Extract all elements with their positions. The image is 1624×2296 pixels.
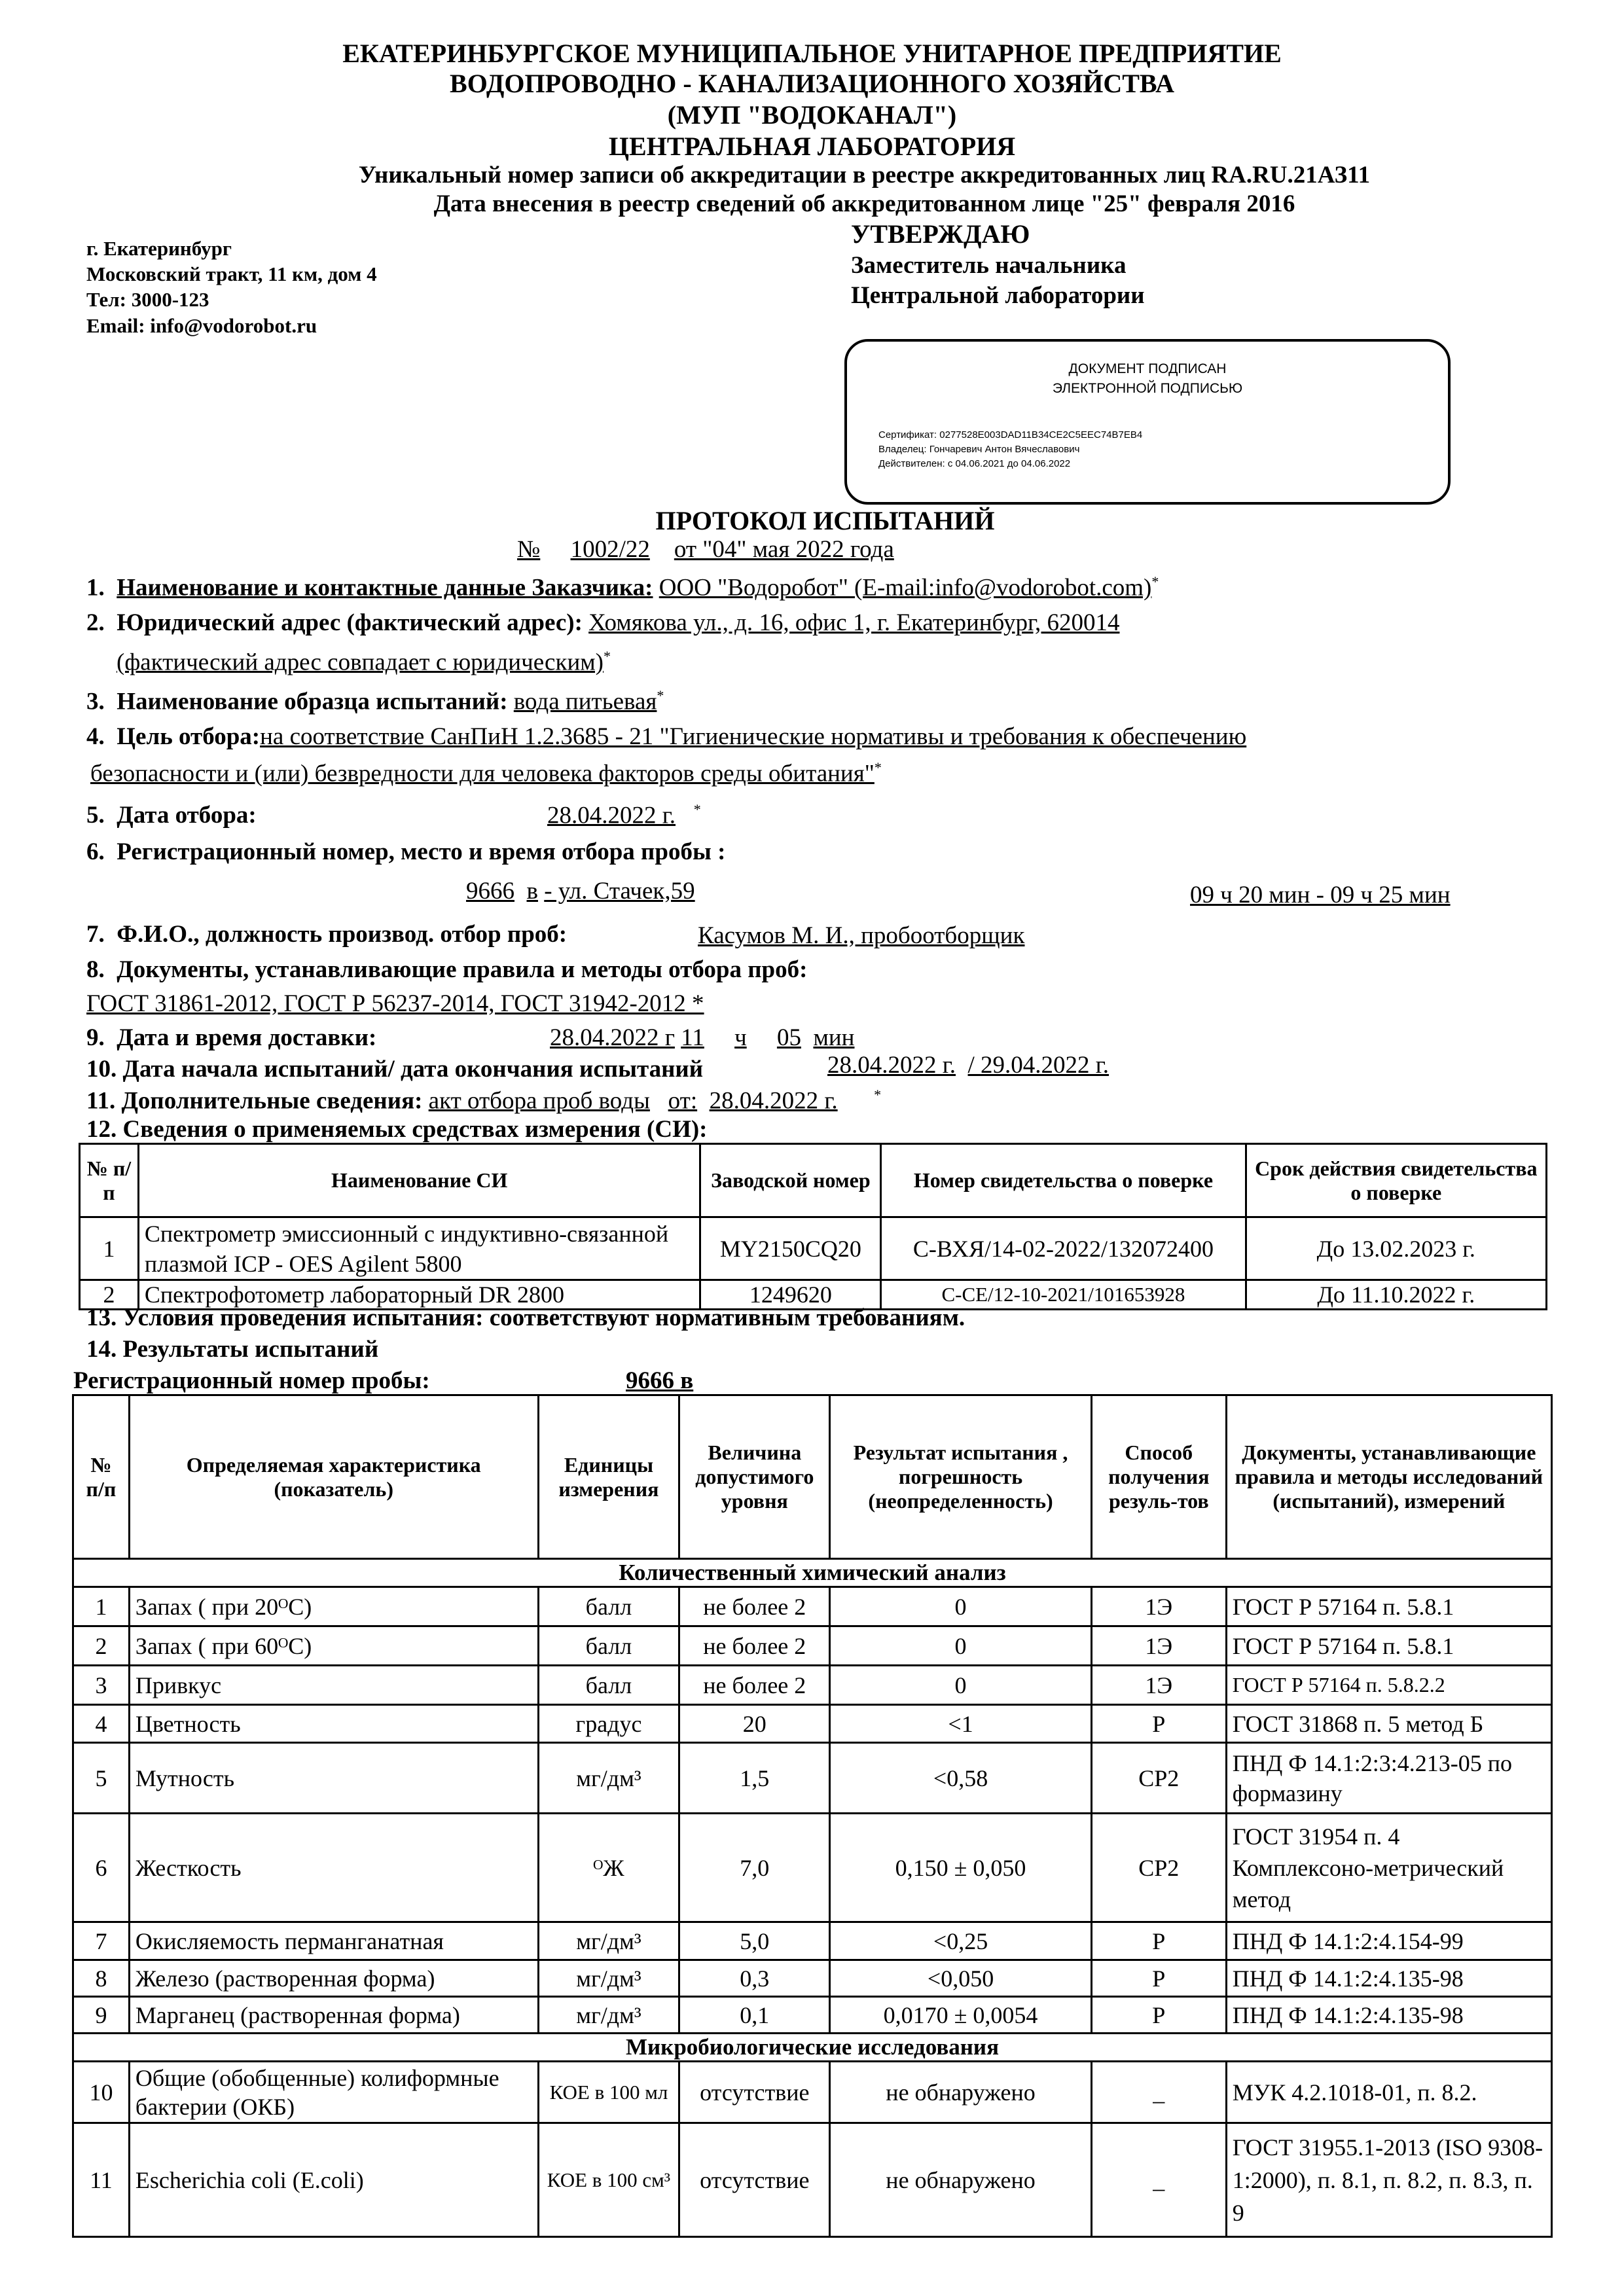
res-cell: Запах ( при 20ᴼC) xyxy=(129,1587,538,1626)
sampling-date-value: 28.04.2022 г. xyxy=(547,802,676,829)
field-6-number: 6. xyxy=(86,838,105,865)
protocol-date: от "04" мая 2022 года xyxy=(674,536,894,563)
contact-phone: Тел: 3000-123 xyxy=(86,288,209,311)
res-cell: Жесткость xyxy=(129,1814,538,1922)
sampling-time-wrap xyxy=(1190,881,1451,909)
res-cell: 5,0 xyxy=(679,1922,830,1960)
res-cell: Р xyxy=(1091,1997,1226,2034)
res-cell: 0,0170 ± 0,0054 xyxy=(830,1997,1092,2034)
approval-position-2: Центральной лаборатории xyxy=(851,282,1145,309)
e-signature-stamp xyxy=(844,339,1451,505)
stamp-validity: Действителен: с 04.06.2021 до 04.06.2022 xyxy=(878,458,1071,469)
table-row xyxy=(73,1705,1552,1743)
field-delivery xyxy=(86,1024,376,1052)
si-cell: Спектрометр эмиссионный с индуктивно-связанной плазмой ICP - OES Agilent 5800 xyxy=(138,1217,700,1280)
si-cell: До 11.10.2022 г. xyxy=(1246,1280,1546,1310)
res-cell: _ xyxy=(1091,2123,1226,2237)
res-cell: 4 xyxy=(73,1705,130,1743)
res-cell: Железо (растворенная форма) xyxy=(129,1960,538,1997)
sampling-place: - ул. Стачек,59 xyxy=(544,878,695,905)
si-col-number: № п/п xyxy=(80,1144,139,1217)
res-cell: мг/дм³ xyxy=(538,1922,679,1960)
res-cell: СР2 xyxy=(1091,1814,1226,1922)
si-cell: С-СЕ/12-10-2021/101653928 xyxy=(881,1280,1246,1310)
field-1-label: Наименование и контактные данные Заказчика: xyxy=(117,574,653,601)
res-cell: Цветность xyxy=(129,1705,538,1743)
res-cell: 3 xyxy=(73,1666,130,1705)
sample-name-value: вода питьевая xyxy=(513,688,657,715)
res-cell: 9 xyxy=(73,1997,130,2034)
res-cell: балл xyxy=(538,1626,679,1666)
contact-email: Email: info@vodorobot.ru xyxy=(86,314,317,337)
res-cell: 0 xyxy=(830,1587,1092,1626)
res-cell: Марганец (растворенная форма) xyxy=(129,1997,538,2034)
protocol-no-label: № xyxy=(517,536,541,563)
test-end-date: / 29.04.2022 г. xyxy=(967,1052,1110,1079)
res-cell: Р xyxy=(1091,1960,1226,1997)
sampling-docs-value: ГОСТ 31861-2012, ГОСТ Р 56237-2014, ГОСТ 31942-2012 * xyxy=(86,990,704,1017)
res-cell: ГОСТ 31954 п. 4 Комплексоно-метрический метод xyxy=(1226,1814,1551,1922)
res-cell: 7 xyxy=(73,1922,130,1960)
res-cell: Р xyxy=(1091,1922,1226,1960)
additional-info-from: от: xyxy=(668,1087,698,1115)
lab-name: ЦЕНТРАЛЬНАЯ ЛАБОРАТОРИЯ xyxy=(608,132,1016,161)
section-chemical xyxy=(73,1559,1552,1587)
res-cell: не обнаружено xyxy=(830,2062,1092,2123)
field-3-number: 3. xyxy=(86,688,105,715)
results-table xyxy=(72,1394,1553,2238)
field-sampling-date xyxy=(86,801,257,829)
res-col-limit: Величина допустимого уровня xyxy=(679,1395,830,1559)
field-additional-info xyxy=(86,1086,881,1115)
res-cell: _ xyxy=(1091,2062,1226,2123)
field-customer xyxy=(86,573,1159,601)
res-cell: 6 xyxy=(73,1814,130,1922)
approval-position-1: Заместитель начальника xyxy=(851,252,1127,279)
field-1-number: 1. xyxy=(86,574,105,601)
note-star: * xyxy=(874,1086,882,1103)
purpose-value: на соответствие СанПиН 1.2.3685 - 21 "Гигиенические нормативы и требования к обеспечению xyxy=(260,723,1247,750)
org-name-line1: ЕКАТЕРИНБУРГСКОЕ МУНИЦИПАЛЬНОЕ УНИТАРНОЕ ПРЕДПРИЯТИЕ xyxy=(342,39,1282,68)
field-8-number: 8. xyxy=(86,956,105,983)
res-cell: ᴼЖ xyxy=(538,1814,679,1922)
res-cell: <0,25 xyxy=(830,1922,1092,1960)
res-cell: <0,58 xyxy=(830,1743,1092,1814)
additional-info-value: акт отбора проб воды xyxy=(428,1087,650,1115)
si-col-certificate: Номер свидетельства о поверке xyxy=(881,1144,1246,1217)
customer-value: ООО "Водоробот" (E-mail:info@vodorobot.com) xyxy=(659,574,1152,601)
sampler-wrap xyxy=(698,922,1024,950)
res-cell: 0,150 ± 0,050 xyxy=(830,1814,1092,1922)
contact-address: Московский тракт, 11 км, дом 4 xyxy=(86,262,377,285)
res-cell: 1Э xyxy=(1091,1626,1226,1666)
res-cell: мг/дм³ xyxy=(538,1997,679,2034)
approval-title: УТВЕРЖДАЮ xyxy=(851,219,1030,249)
actual-address-note: (фактический адрес совпадает с юридическим) xyxy=(117,649,604,676)
stamp-line1: ДОКУМЕНТ ПОДПИСАН xyxy=(1068,361,1227,376)
registration-place xyxy=(466,877,695,905)
res-cell: ГОСТ 31868 п. 5 метод Б xyxy=(1226,1705,1551,1743)
note-star: * xyxy=(874,759,882,776)
res-cell: Общие (обобщенные) колиформные бактерии (ОКБ) xyxy=(129,2062,538,2123)
res-cell: не более 2 xyxy=(679,1626,830,1666)
res-cell: ПНД Ф 14.1:2:4.135-98 xyxy=(1226,1997,1551,2034)
field-7-label: Ф.И.О., должность производ. отбор проб: xyxy=(117,921,568,948)
field-sampler xyxy=(86,920,567,948)
res-cell: балл xyxy=(538,1666,679,1705)
org-name-line3: (МУП "ВОДОКАНАЛ") xyxy=(667,100,957,130)
registration-number: 9666 xyxy=(466,878,514,905)
test-conditions: 13. Условия проведения испытания: соответствуют нормативным требованиям. xyxy=(86,1304,965,1331)
delivery-hours: 11 xyxy=(681,1024,704,1051)
protocol-number: 1002/22 xyxy=(570,536,650,563)
sampling-docs-wrap xyxy=(86,990,704,1018)
sampling-date-wrap xyxy=(547,801,701,829)
field-2-label: Юридический адрес (фактический адрес): xyxy=(117,609,583,636)
field-3-label: Наименование образца испытаний: xyxy=(117,688,508,715)
res-cell: СР2 xyxy=(1091,1743,1226,1814)
purpose-value-cont: безопасности и (или) безвредности для человека факторов среды обитания" xyxy=(90,760,875,787)
sampler-value: Касумов М. И., пробоотборщик xyxy=(698,922,1025,949)
field-9-number: 9. xyxy=(86,1024,105,1051)
section-microbiology xyxy=(73,2034,1552,2062)
legal-address-value: Хомякова ул., д. 16, офис 1, г. Екатеринбург, 620014 xyxy=(588,609,1120,636)
field-11-number: 11. xyxy=(86,1087,116,1115)
res-cell: Привкус xyxy=(129,1666,538,1705)
si-cell: 1249620 xyxy=(700,1280,881,1310)
res-cell: КОЕ в 100 мл xyxy=(538,2062,679,2123)
res-col-parameter: Определяемая характеристика (показатель) xyxy=(129,1395,538,1559)
res-cell: мг/дм³ xyxy=(538,1960,679,1997)
si-cell: До 13.02.2023 г. xyxy=(1246,1217,1546,1280)
res-cell: 5 xyxy=(73,1743,130,1814)
delivery-hours-label: ч xyxy=(734,1024,747,1051)
res-cell: МУК 4.2.1018-01, п. 8.2. xyxy=(1226,2062,1551,2123)
delivery-wrap xyxy=(550,1024,854,1052)
res-cell: не обнаружено xyxy=(830,2123,1092,2237)
field-7-number: 7. xyxy=(86,921,105,948)
field-sampling-purpose-cont xyxy=(90,759,882,787)
stamp-certificate: Сертификат: 0277528E003DAD11B34CE2C5EEC74B7EB4 xyxy=(878,429,1143,440)
note-star: * xyxy=(657,687,664,704)
si-col-name: Наименование СИ xyxy=(138,1144,700,1217)
contact-city: г. Екатеринбург xyxy=(86,237,232,260)
test-start-date: 28.04.2022 г. xyxy=(827,1052,956,1079)
res-cell: ГОСТ Р 57164 п. 5.8.2.2 xyxy=(1226,1666,1551,1705)
res-cell: 1 xyxy=(73,1587,130,1626)
field-11-label: Дополнительные сведения: xyxy=(121,1087,423,1115)
res-cell: 2 xyxy=(73,1626,130,1666)
res-col-method: Способ получения резуль-тов xyxy=(1091,1395,1226,1559)
note-star: * xyxy=(603,648,611,664)
res-col-documents: Документы, устанавливающие правила и методы исследований (испытаний), измерений xyxy=(1226,1395,1551,1559)
res-cell: 0 xyxy=(830,1666,1092,1705)
field-4-label: Цель отбора: xyxy=(117,723,261,750)
field-10-number: 10. xyxy=(86,1056,117,1083)
res-cell: не более 2 xyxy=(679,1587,830,1626)
table-row xyxy=(73,1626,1552,1666)
stamp-owner: Владелец: Гончаревич Антон Вячеславович xyxy=(878,444,1080,455)
org-name-line2: ВОДОПРОВОДНО - КАНАЛИЗАЦИОННОГО ХОЗЯЙСТВА xyxy=(450,69,1174,98)
si-header-row xyxy=(80,1144,1547,1217)
res-cell: <0,050 xyxy=(830,1960,1092,1997)
res-cell: ГОСТ Р 57164 п. 5.8.1 xyxy=(1226,1587,1551,1626)
field-10-label: Дата начала испытаний/ дата окончания испытаний xyxy=(122,1056,704,1083)
res-cell: ГОСТ Р 57164 п. 5.8.1 xyxy=(1226,1626,1551,1666)
res-cell: градус xyxy=(538,1705,679,1743)
field-sampling-purpose xyxy=(86,723,1246,751)
table-row xyxy=(80,1217,1547,1280)
field-measurement-tools xyxy=(86,1115,708,1143)
res-cell: отсутствие xyxy=(679,2062,830,2123)
si-cell: 2 xyxy=(80,1280,139,1310)
si-cell: С-ВХЯ/14-02-2022/132072400 xyxy=(881,1217,1246,1280)
delivery-minutes: 05 xyxy=(776,1024,801,1051)
res-cell: Запах ( при 60ᴼC) xyxy=(129,1626,538,1666)
table-row xyxy=(73,1814,1552,1922)
accreditation-number: Уникальный номер записи об аккредитации в реестре аккредитованных лиц RA.RU.21АЗ11 xyxy=(358,162,1371,188)
res-cell: ПНД Ф 14.1:2:4.135-98 xyxy=(1226,1960,1551,1997)
si-cell: MY2150CQ20 xyxy=(700,1217,881,1280)
field-legal-address xyxy=(86,609,1119,637)
res-col-result: Результат испытания , погрешность (неопределенность) xyxy=(830,1395,1092,1559)
table-row xyxy=(73,1666,1552,1705)
results-header-row xyxy=(73,1395,1552,1559)
field-9-label: Дата и время доставки: xyxy=(117,1024,377,1051)
delivery-minutes-label: мин xyxy=(813,1024,855,1051)
sample-registration-label: Регистрационный номер пробы: xyxy=(73,1367,430,1394)
res-cell: Мутность xyxy=(129,1743,538,1814)
si-cell: Спектрофотометр лабораторный DR 2800 xyxy=(138,1280,700,1310)
sample-registration-value: 9666 в xyxy=(626,1367,694,1394)
protocol-title: ПРОТОКОЛ ИСПЫТАНИЙ xyxy=(655,506,995,535)
measurement-tools-table xyxy=(79,1143,1547,1310)
field-test-dates xyxy=(86,1055,703,1083)
res-cell: ПНД Ф 14.1:2:3:4.213-05 по формазину xyxy=(1226,1743,1551,1814)
field-legal-address-note xyxy=(117,648,611,676)
res-cell: Окисляемость перманганатная xyxy=(129,1922,538,1960)
res-cell: КОЕ в 100 см³ xyxy=(538,2123,679,2237)
field-sample-name xyxy=(86,687,664,715)
res-cell: 7,0 xyxy=(679,1814,830,1922)
protocol-number-line xyxy=(517,535,894,564)
table-row xyxy=(73,1960,1552,1997)
table-row xyxy=(73,1743,1552,1814)
field-sampling-docs xyxy=(86,956,807,984)
res-cell: мг/дм³ xyxy=(538,1743,679,1814)
res-cell: 20 xyxy=(679,1705,830,1743)
res-cell: 10 xyxy=(73,2062,130,2123)
res-cell: <1 xyxy=(830,1705,1092,1743)
table-row xyxy=(73,1922,1552,1960)
field-8-label: Документы, устанавливающие правила и методы отбора проб: xyxy=(117,956,808,983)
field-5-number: 5. xyxy=(86,802,105,829)
field-12-label: Сведения о применяемых средствах измерения (СИ): xyxy=(122,1116,708,1143)
res-col-units: Единицы измерения xyxy=(538,1395,679,1559)
field-registration xyxy=(86,838,725,866)
table-row xyxy=(73,1997,1552,2034)
res-cell: ГОСТ 31955.1-2013 (ISO 9308-1:2000), п. 8.1, п. 8.2, п. 8.3, п. 9 xyxy=(1226,2123,1551,2237)
res-cell: ПНД Ф 14.1:2:4.154-99 xyxy=(1226,1922,1551,1960)
registration-letter: в xyxy=(526,878,538,905)
sampling-time: 09 ч 20 мин - 09 ч 25 мин xyxy=(1190,882,1451,908)
test-results-heading: 14. Результаты испытаний xyxy=(86,1336,379,1363)
res-cell: балл xyxy=(538,1587,679,1626)
note-star: * xyxy=(1151,573,1159,590)
section-chemical-label: Количественный химический анализ xyxy=(73,1559,1552,1587)
table-row xyxy=(73,2062,1552,2123)
res-cell: 8 xyxy=(73,1960,130,1997)
si-col-validity: Срок действия свидетельства о поверке xyxy=(1246,1144,1546,1217)
field-12-number: 12. xyxy=(86,1116,117,1143)
test-dates-wrap xyxy=(827,1051,1109,1079)
field-6-label: Регистрационный номер, место и время отбора пробы : xyxy=(117,838,726,865)
accreditation-date: Дата внесения в реестр сведений об аккредитованном лице "25" февраля 2016 xyxy=(433,190,1295,217)
si-cell: 1 xyxy=(80,1217,139,1280)
res-cell: Escherichia coli (E.coli) xyxy=(129,2123,538,2237)
field-4-number: 4. xyxy=(86,723,105,750)
res-cell: 0,3 xyxy=(679,1960,830,1997)
res-cell: 1,5 xyxy=(679,1743,830,1814)
res-col-number: № п/п xyxy=(73,1395,130,1559)
additional-info-date: 28.04.2022 г. xyxy=(709,1087,838,1115)
res-cell: Р xyxy=(1091,1705,1226,1743)
res-cell: 1Э xyxy=(1091,1587,1226,1626)
res-cell: не более 2 xyxy=(679,1666,830,1705)
section-microbiology-label: Микробиологические исследования xyxy=(73,2034,1552,2062)
delivery-date: 28.04.2022 г xyxy=(550,1024,675,1051)
stamp-line2: ЭЛЕКТРОННОЙ ПОДПИСЬЮ xyxy=(1052,381,1243,396)
field-5-label: Дата отбора: xyxy=(117,802,257,829)
field-2-number: 2. xyxy=(86,609,105,636)
res-cell: 0 xyxy=(830,1626,1092,1666)
table-row xyxy=(73,2123,1552,2237)
res-cell: отсутствие xyxy=(679,2123,830,2237)
note-star: * xyxy=(693,801,701,817)
res-cell: 0,1 xyxy=(679,1997,830,2034)
si-col-serial: Заводской номер xyxy=(700,1144,881,1217)
table-row xyxy=(73,1587,1552,1626)
res-cell: 11 xyxy=(73,2123,130,2237)
res-cell: 1Э xyxy=(1091,1666,1226,1705)
